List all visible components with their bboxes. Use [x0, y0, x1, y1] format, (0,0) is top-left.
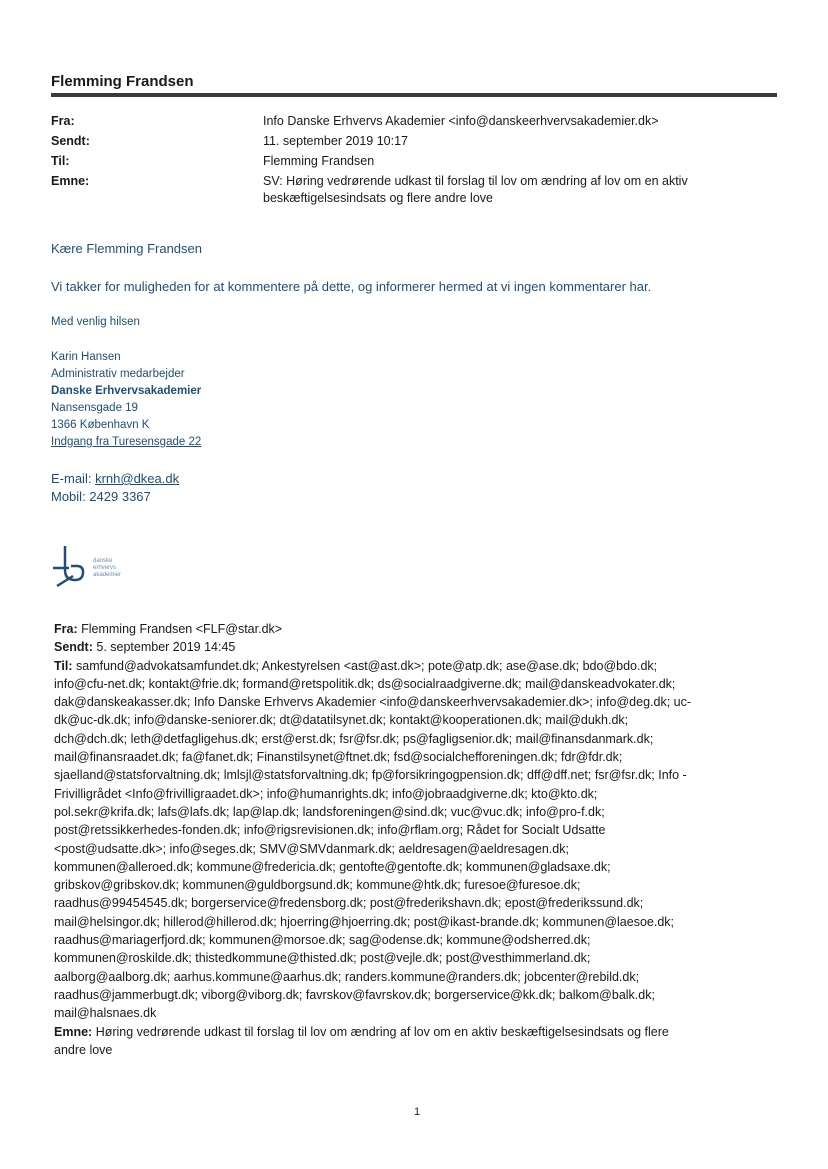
signature-organization: Danske Erhvervsakademier [51, 385, 202, 397]
recipient-line: <post@udsatte.dk>; info@seges.dk; SMV@SMVdanmark.dk; aeldresagen@aeldresagen.dk; [54, 841, 569, 856]
recipient-line: raadhus@99454545.dk; borgerservice@fredensborg.dk; post@frederikshavn.dk; epost@frederikssund.dk; [54, 896, 644, 911]
to-row [51, 153, 777, 170]
signature-name: Karin Hansen [51, 351, 121, 363]
to-value: Flemming Frandsen [263, 154, 375, 168]
sent-value: 11. september 2019 10:17 [263, 134, 409, 148]
recipient-line: dk@uc-dk.dk; info@danske-seniorer.dk; dt@datatilsynet.dk; kontakt@kooperationen.dk; mail@dukh.dk; [54, 713, 629, 728]
subject-row [51, 173, 777, 207]
forwarded-sent-value: 5. september 2019 14:45 [96, 640, 236, 655]
recipient-line: pol.sekr@krifa.dk; lafs@lafs.dk; lap@lap.dk; landsforeningen@sind.dk; vuc@vuc.dk; info@pro-f.dk; [54, 804, 605, 819]
organization-logo [51, 540, 151, 600]
email-label: E-mail: [51, 471, 92, 486]
recipient-line: dch@dch.dk; leth@detfagligehus.dk; erst@erst.dk; fsr@fsr.dk; ps@fagligsenior.dk; mail@finansdanmark.dk; [54, 731, 654, 746]
sent-row [51, 133, 777, 150]
recipient-line: kommunen@roskilde.dk; thistedkommune@thisted.dk; post@vejle.dk; post@vesthimmerland.dk; [54, 951, 591, 966]
recipient-text: samfund@advokatsamfundet.dk; Ankestyrelsen <ast@ast.dk>; pote@atp.dk; ase@ase.dk; bdo@bdo.dk; [76, 658, 658, 673]
logo-line: akademier [93, 572, 122, 578]
recipient-line: sjaelland@statsforvaltning.dk; lmlsjl@statsforvaltning.dk; fp@forsikringogpension.dk; dff@dff.net; fsr@fsr.dk; Info - [54, 768, 687, 783]
recipient-line: mail@finansraadet.dk; fa@fanet.dk; Finanstilsynet@ftnet.dk; fsd@socialchefforeningen.dk; fdr@fdr.dk; [54, 750, 623, 765]
sent-label: Sendt: [51, 134, 90, 148]
subject-value: SV: Høring vedrørende udkast til forslag til lov om ændring af lov om en aktiv beskæftigelsesindsats og flere andre love [263, 174, 688, 205]
phone-number: 2429 3367 [89, 489, 151, 504]
recipient-line: dak@danskeakasser.dk; Info Danske Erhvervs Akademier <info@danskeerhvervsakademier.dk>; info@deg.dk; uc- [54, 695, 692, 710]
contact-info [51, 470, 179, 506]
logo-text [93, 558, 121, 579]
signature-city: 1366 København K [51, 419, 150, 431]
recipient-line: raadhus@mariagerfjord.dk; kommunen@morsoe.dk; sag@odense.dk; kommune@odsherred.dk; [54, 933, 591, 948]
phone-label: Mobil: [51, 489, 86, 504]
recipient-line: gribskov@gribskov.dk; kommunen@guldborgsund.dk; kommune@htk.dk; furesoe@furesoe.dk; [54, 878, 581, 893]
signature-street: Nansensgade 19 [51, 402, 138, 414]
recipient-line: raadhus@jammerbugt.dk; viborg@viborg.dk; favrskov@favrskov.dk; borgerservice@kk.dk; balkom@balk.dk; [54, 987, 655, 1002]
subject-label: Emne: [51, 174, 90, 188]
forwarded-from-line [54, 620, 784, 638]
logo-line: danske [93, 558, 113, 564]
forwarded-subject-label: Emne: [54, 1024, 93, 1039]
forwarded-message-header [54, 620, 784, 1059]
logo-mark-icon [51, 540, 91, 600]
forwarded-subject-text: Høring vedrørende udkast til forslag til lov om ændring af lov om en aktiv beskæftigelsesindsats og flere [95, 1024, 669, 1039]
forwarded-from-value: Flemming Frandsen <FLF@star.dk> [81, 622, 283, 636]
message-body: Vi takker for muligheden for at kommentere på dette, og informerer hermed at vi ingen kommentarer har. [51, 279, 652, 294]
recipient-line: post@retssikkerhedes-fonden.dk; info@rigsrevisionen.dk; info@rflam.org; Rådet for Socialt Udsatte [54, 823, 606, 838]
from-label: Fra: [51, 114, 75, 128]
recipient-line: aalborg@aalborg.dk; aarhus.kommune@aarhus.dk; randers.kommune@randers.dk; jobcenter@rebild.dk; [54, 969, 640, 984]
to-label: Til: [51, 154, 70, 168]
email-header [51, 113, 777, 210]
recipient-line: mail@helsingor.dk; hillerod@hillerod.dk; hjoerring@hjoerring.dk; post@ikast-brande.dk; kommunen@laesoe.dk; [54, 914, 674, 929]
phone-line [51, 488, 179, 506]
closing: Med venlig hilsen [51, 316, 140, 328]
recipient-line: info@cfu-net.dk; kontakt@frie.dk; formand@retspolitik.dk; ds@socialraadgiverne.dk; mail@danskeadvokater.dk; [54, 676, 676, 691]
signature [51, 349, 201, 451]
greeting: Kære Flemming Frandsen [51, 241, 202, 256]
forwarded-subject-continuation: andre love [54, 1042, 113, 1057]
header-divider [51, 93, 777, 97]
page-number: 1 [414, 1106, 421, 1118]
recipient-line: kommunen@alleroed.dk; kommune@fredericia.dk; gentofte@gentofte.dk; kommunen@gladsaxe.dk; [54, 859, 611, 874]
forwarded-sent-line [54, 638, 784, 656]
signature-title: Administrativ medarbejder [51, 368, 185, 380]
email-line [51, 470, 179, 488]
forwarded-sent-label: Sendt: [54, 640, 93, 655]
forwarded-subject-line [54, 1023, 784, 1041]
forwarded-to-label: Til: [54, 658, 73, 673]
signature-entrance-link[interactable]: Indgang fra Turesensgade 22 [51, 436, 202, 448]
recipient-line: Frivilligrådet <Info@frivilligraadet.dk>; info@humanrights.dk; info@jobraadgiverne.dk; kto@kto.dk; [54, 786, 598, 801]
forwarded-from-label: Fra: [54, 622, 78, 636]
from-row [51, 113, 777, 130]
sender-name: Flemming Frandsen [51, 73, 194, 90]
from-value: Info Danske Erhvervs Akademier <info@danskeerhvervsakademier.dk> [263, 114, 659, 128]
recipient-line: mail@halsnaes.dk [54, 1006, 157, 1021]
recipient-line [54, 657, 784, 675]
email-link[interactable]: krnh@dkea.dk [95, 471, 180, 486]
logo-line: erhvervs [93, 565, 117, 571]
